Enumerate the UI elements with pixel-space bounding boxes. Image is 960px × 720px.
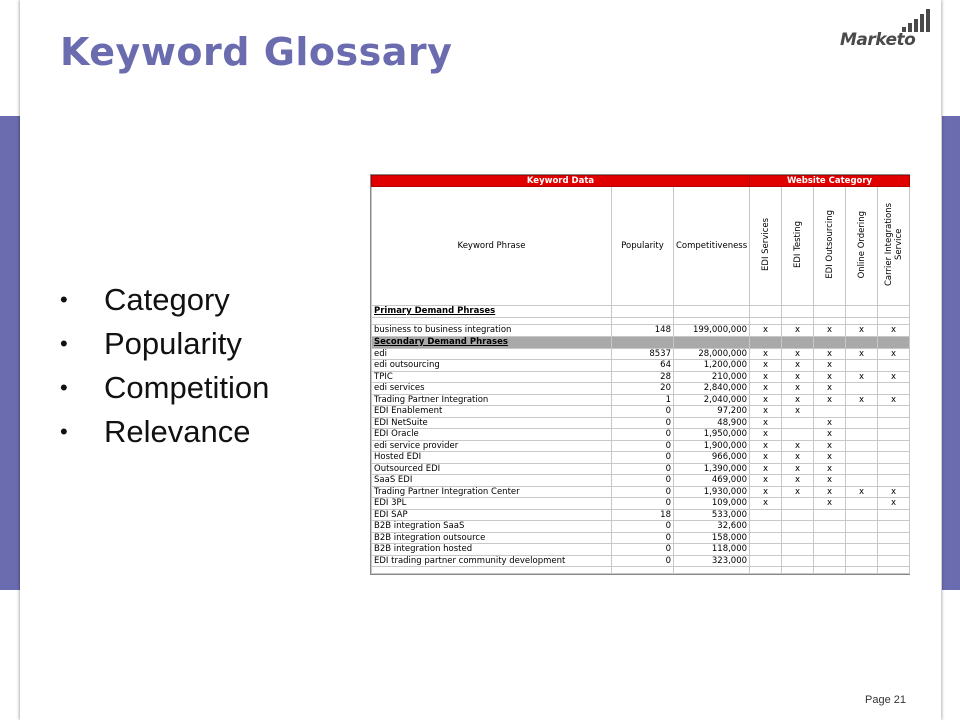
bullet-item bbox=[58, 278, 269, 322]
phrase-cell: business to business integration bbox=[372, 325, 612, 337]
table-row bbox=[372, 475, 910, 487]
table-row bbox=[372, 544, 910, 556]
popularity-cell: 20 bbox=[612, 383, 674, 395]
left-accent-bar bbox=[0, 116, 20, 590]
category-mark-cell: x bbox=[814, 475, 846, 487]
category-mark-cell: x bbox=[750, 406, 782, 418]
popularity-cell: 8537 bbox=[612, 348, 674, 360]
spacer-cell bbox=[846, 318, 878, 325]
category-mark-cell: x bbox=[782, 371, 814, 383]
category-mark-cell: x bbox=[750, 429, 782, 441]
competitiveness-cell: 28,000,000 bbox=[674, 348, 750, 360]
category-mark-cell: x bbox=[814, 440, 846, 452]
category-mark-cell: x bbox=[814, 360, 846, 372]
group-header-row bbox=[372, 176, 910, 187]
keyword-table-body bbox=[372, 306, 910, 574]
category-mark-cell: x bbox=[846, 325, 878, 337]
category-mark-cell bbox=[878, 475, 910, 487]
category-mark-cell bbox=[878, 417, 910, 429]
section-cell bbox=[674, 306, 750, 318]
category-mark-cell bbox=[814, 509, 846, 521]
competitiveness-header: Competitiveness bbox=[674, 187, 750, 306]
category-mark-cell bbox=[846, 383, 878, 395]
category-mark-cell bbox=[846, 544, 878, 556]
table-row bbox=[372, 348, 910, 360]
category-mark-cell: x bbox=[782, 360, 814, 372]
phrase-cell: EDI 3PL bbox=[372, 498, 612, 510]
competitiveness-cell: 118,000 bbox=[674, 544, 750, 556]
section-cell bbox=[674, 336, 750, 348]
phrase-cell: Trading Partner Integration bbox=[372, 394, 612, 406]
competitiveness-cell: 469,000 bbox=[674, 475, 750, 487]
competitiveness-cell: 48,900 bbox=[674, 417, 750, 429]
spacer-cell bbox=[814, 567, 846, 574]
category-mark-cell bbox=[846, 429, 878, 441]
keyword-data-table bbox=[370, 174, 910, 575]
competitiveness-cell: 97,200 bbox=[674, 406, 750, 418]
phrase-cell: edi bbox=[372, 348, 612, 360]
category-mark-cell: x bbox=[814, 383, 846, 395]
phrase-cell: Trading Partner Integration Center bbox=[372, 486, 612, 498]
category-mark-cell: x bbox=[846, 371, 878, 383]
phrase-cell: Hosted EDI bbox=[372, 452, 612, 464]
popularity-cell: 0 bbox=[612, 417, 674, 429]
category-mark-cell: x bbox=[750, 394, 782, 406]
popularity-cell: 0 bbox=[612, 463, 674, 475]
spacer-cell bbox=[814, 318, 846, 325]
logo-text: Marketo bbox=[840, 30, 916, 50]
category-mark-cell: x bbox=[750, 348, 782, 360]
phrase-cell: SaaS EDI bbox=[372, 475, 612, 487]
category-mark-cell: x bbox=[750, 360, 782, 372]
phrase-cell: TPIC bbox=[372, 371, 612, 383]
section-cell bbox=[846, 336, 878, 348]
popularity-cell: 18 bbox=[612, 509, 674, 521]
popularity-cell: 0 bbox=[612, 544, 674, 556]
section-cell bbox=[612, 306, 674, 318]
table-row bbox=[372, 463, 910, 475]
category-label: Online Ordering bbox=[856, 210, 867, 278]
category-mark-cell: x bbox=[782, 383, 814, 395]
category-mark-cell: x bbox=[782, 325, 814, 337]
section-cell bbox=[750, 336, 782, 348]
phrase-cell: B2B integration hosted bbox=[372, 544, 612, 556]
spacer-cell bbox=[674, 318, 750, 325]
spacer-cell bbox=[674, 567, 750, 574]
marketo-logo bbox=[838, 8, 934, 50]
popularity-cell: 0 bbox=[612, 532, 674, 544]
table-row bbox=[372, 406, 910, 418]
competitiveness-cell: 2,840,000 bbox=[674, 383, 750, 395]
phrase-cell: EDI NetSuite bbox=[372, 417, 612, 429]
competitiveness-cell: 158,000 bbox=[674, 532, 750, 544]
section-cell bbox=[782, 306, 814, 318]
category-mark-cell: x bbox=[878, 498, 910, 510]
phrase-cell: B2B integration outsource bbox=[372, 532, 612, 544]
section-cell bbox=[750, 306, 782, 318]
popularity-cell: 64 bbox=[612, 360, 674, 372]
category-mark-cell bbox=[846, 440, 878, 452]
competitiveness-cell: 323,000 bbox=[674, 555, 750, 567]
popularity-cell: 28 bbox=[612, 371, 674, 383]
category-header bbox=[846, 187, 878, 306]
category-mark-cell: x bbox=[814, 486, 846, 498]
category-mark-cell bbox=[878, 440, 910, 452]
category-mark-cell: x bbox=[846, 486, 878, 498]
category-mark-cell bbox=[782, 521, 814, 533]
bullet-item bbox=[58, 366, 269, 410]
competitiveness-cell: 210,000 bbox=[674, 371, 750, 383]
category-mark-cell bbox=[846, 475, 878, 487]
table-row bbox=[372, 532, 910, 544]
bullet-text: Relevance bbox=[104, 414, 251, 449]
right-accent-bar bbox=[942, 116, 960, 590]
category-mark-cell bbox=[782, 429, 814, 441]
category-mark-cell bbox=[846, 498, 878, 510]
spacer-cell bbox=[782, 318, 814, 325]
category-mark-cell: x bbox=[878, 348, 910, 360]
bullet-text: Popularity bbox=[104, 326, 242, 361]
category-mark-cell bbox=[750, 509, 782, 521]
section-cell bbox=[782, 336, 814, 348]
section-cell bbox=[878, 336, 910, 348]
popularity-cell: 0 bbox=[612, 555, 674, 567]
table-row bbox=[372, 394, 910, 406]
slide-title: Keyword Glossary bbox=[60, 30, 453, 74]
category-mark-cell: x bbox=[782, 475, 814, 487]
competitiveness-cell: 109,000 bbox=[674, 498, 750, 510]
phrase-cell: edi services bbox=[372, 383, 612, 395]
category-mark-cell bbox=[846, 521, 878, 533]
bullet-dot: • bbox=[60, 419, 68, 444]
phrase-cell: EDI SAP bbox=[372, 509, 612, 521]
popularity-cell: 0 bbox=[612, 521, 674, 533]
popularity-cell: 148 bbox=[612, 325, 674, 337]
category-mark-cell bbox=[750, 544, 782, 556]
phrase-cell: B2B integration SaaS bbox=[372, 521, 612, 533]
phrase-cell: edi service provider bbox=[372, 440, 612, 452]
category-mark-cell: x bbox=[878, 371, 910, 383]
column-header-row bbox=[372, 187, 910, 306]
website-category-header: Website Category bbox=[750, 176, 910, 187]
category-mark-cell bbox=[814, 544, 846, 556]
table-row bbox=[372, 555, 910, 567]
category-mark-cell: x bbox=[750, 498, 782, 510]
phrase-cell: EDI Enablement bbox=[372, 406, 612, 418]
category-mark-cell bbox=[878, 463, 910, 475]
category-header bbox=[782, 187, 814, 306]
category-header bbox=[814, 187, 846, 306]
popularity-header: Popularity bbox=[612, 187, 674, 306]
category-mark-cell: x bbox=[878, 394, 910, 406]
category-mark-cell bbox=[846, 452, 878, 464]
category-mark-cell bbox=[846, 532, 878, 544]
category-mark-cell bbox=[878, 406, 910, 418]
competitiveness-cell: 533,000 bbox=[674, 509, 750, 521]
category-mark-cell bbox=[846, 406, 878, 418]
category-mark-cell: x bbox=[814, 498, 846, 510]
category-mark-cell bbox=[782, 509, 814, 521]
category-mark-cell: x bbox=[782, 463, 814, 475]
phrase-cell: EDI trading partner community development bbox=[372, 555, 612, 567]
table-row bbox=[372, 440, 910, 452]
section-title: Primary Demand Phrases bbox=[372, 306, 612, 318]
category-mark-cell bbox=[782, 498, 814, 510]
category-mark-cell: x bbox=[782, 486, 814, 498]
bullet-text: Category bbox=[104, 282, 230, 317]
category-mark-cell bbox=[878, 452, 910, 464]
bullet-list bbox=[58, 278, 269, 454]
spacer-cell bbox=[750, 318, 782, 325]
page-number: Page 21 bbox=[865, 694, 906, 706]
category-mark-cell bbox=[814, 555, 846, 567]
spacer-cell bbox=[878, 567, 910, 574]
category-mark-cell bbox=[750, 555, 782, 567]
table-row bbox=[372, 360, 910, 372]
competitiveness-cell: 2,040,000 bbox=[674, 394, 750, 406]
category-mark-cell bbox=[846, 509, 878, 521]
category-label: EDI Outsourcing bbox=[824, 209, 835, 279]
category-mark-cell bbox=[814, 532, 846, 544]
popularity-cell: 0 bbox=[612, 452, 674, 464]
category-mark-cell bbox=[750, 521, 782, 533]
table-row bbox=[372, 429, 910, 441]
section-cell bbox=[846, 306, 878, 318]
table-row bbox=[372, 383, 910, 395]
category-mark-cell: x bbox=[782, 440, 814, 452]
section-header-row bbox=[372, 336, 910, 348]
category-mark-cell: x bbox=[814, 452, 846, 464]
popularity-cell: 0 bbox=[612, 440, 674, 452]
category-label: EDI Services bbox=[760, 217, 771, 271]
section-cell bbox=[814, 336, 846, 348]
category-mark-cell: x bbox=[782, 394, 814, 406]
competitiveness-cell: 32,600 bbox=[674, 521, 750, 533]
category-mark-cell: x bbox=[814, 463, 846, 475]
category-mark-cell bbox=[782, 555, 814, 567]
popularity-cell: 0 bbox=[612, 406, 674, 418]
category-mark-cell bbox=[878, 360, 910, 372]
table-row bbox=[372, 417, 910, 429]
competitiveness-cell: 1,390,000 bbox=[674, 463, 750, 475]
category-mark-cell: x bbox=[782, 348, 814, 360]
popularity-cell: 0 bbox=[612, 475, 674, 487]
category-mark-cell: x bbox=[750, 475, 782, 487]
section-header-row bbox=[372, 306, 910, 318]
bullet-item bbox=[58, 322, 269, 366]
popularity-cell: 1 bbox=[612, 394, 674, 406]
category-mark-cell: x bbox=[814, 417, 846, 429]
category-mark-cell: x bbox=[782, 406, 814, 418]
category-mark-cell bbox=[878, 555, 910, 567]
category-mark-cell: x bbox=[782, 452, 814, 464]
category-mark-cell: x bbox=[750, 417, 782, 429]
table-row bbox=[372, 521, 910, 533]
spacer-cell bbox=[612, 567, 674, 574]
category-mark-cell: x bbox=[814, 429, 846, 441]
table-row bbox=[372, 452, 910, 464]
category-mark-cell bbox=[878, 521, 910, 533]
category-mark-cell: x bbox=[750, 383, 782, 395]
bullet-item bbox=[58, 410, 269, 454]
table-row bbox=[372, 509, 910, 521]
competitiveness-cell: 1,200,000 bbox=[674, 360, 750, 372]
category-header bbox=[878, 187, 910, 306]
keyword-data-header: Keyword Data bbox=[372, 176, 750, 187]
category-mark-cell: x bbox=[750, 325, 782, 337]
spacer-cell bbox=[782, 567, 814, 574]
spacer-cell bbox=[372, 318, 612, 325]
bullet-text: Competition bbox=[104, 370, 270, 405]
bullet-dot: • bbox=[60, 331, 68, 356]
category-mark-cell bbox=[878, 383, 910, 395]
category-mark-cell: x bbox=[750, 486, 782, 498]
bullet-dot: • bbox=[60, 375, 68, 400]
category-mark-cell bbox=[782, 544, 814, 556]
category-mark-cell: x bbox=[878, 325, 910, 337]
spacer-cell bbox=[372, 567, 612, 574]
category-mark-cell bbox=[878, 532, 910, 544]
category-mark-cell: x bbox=[878, 486, 910, 498]
category-mark-cell bbox=[846, 463, 878, 475]
signal-bars-icon bbox=[902, 8, 932, 32]
table-row bbox=[372, 371, 910, 383]
category-mark-cell bbox=[814, 521, 846, 533]
spacer-cell bbox=[750, 567, 782, 574]
phrase-cell: Outsourced EDI bbox=[372, 463, 612, 475]
category-mark-cell bbox=[846, 555, 878, 567]
category-label: Carrier Integrations Service bbox=[883, 202, 904, 286]
category-mark-cell: x bbox=[814, 325, 846, 337]
category-label: EDI Testing bbox=[792, 220, 803, 268]
category-mark-cell bbox=[782, 417, 814, 429]
phrase-cell: edi outsourcing bbox=[372, 360, 612, 372]
spacer-cell bbox=[878, 318, 910, 325]
bullet-dot: • bbox=[60, 287, 68, 312]
category-mark-cell bbox=[846, 360, 878, 372]
category-mark-cell bbox=[750, 532, 782, 544]
phrase-cell: EDI Oracle bbox=[372, 429, 612, 441]
spacer-cell bbox=[846, 567, 878, 574]
popularity-cell: 0 bbox=[612, 498, 674, 510]
category-header bbox=[750, 187, 782, 306]
popularity-cell: 0 bbox=[612, 429, 674, 441]
spacer-row bbox=[372, 567, 910, 574]
competitiveness-cell: 1,930,000 bbox=[674, 486, 750, 498]
table-row bbox=[372, 325, 910, 337]
table-row bbox=[372, 486, 910, 498]
category-mark-cell bbox=[846, 417, 878, 429]
category-mark-cell: x bbox=[750, 452, 782, 464]
section-title: Secondary Demand Phrases bbox=[372, 336, 612, 348]
section-cell bbox=[612, 336, 674, 348]
section-cell bbox=[814, 306, 846, 318]
keyword-phrase-header: Keyword Phrase bbox=[372, 187, 612, 306]
category-mark-cell: x bbox=[846, 348, 878, 360]
category-mark-cell: x bbox=[814, 371, 846, 383]
category-mark-cell: x bbox=[750, 440, 782, 452]
category-mark-cell: x bbox=[750, 371, 782, 383]
section-cell bbox=[878, 306, 910, 318]
category-mark-cell: x bbox=[814, 394, 846, 406]
category-mark-cell: x bbox=[814, 348, 846, 360]
category-mark-cell: x bbox=[846, 394, 878, 406]
spacer-row bbox=[372, 318, 910, 325]
category-mark-cell bbox=[878, 509, 910, 521]
category-mark-cell bbox=[878, 429, 910, 441]
table-row bbox=[372, 498, 910, 510]
competitiveness-cell: 966,000 bbox=[674, 452, 750, 464]
category-mark-cell: x bbox=[750, 463, 782, 475]
competitiveness-cell: 1,900,000 bbox=[674, 440, 750, 452]
popularity-cell: 0 bbox=[612, 486, 674, 498]
competitiveness-cell: 199,000,000 bbox=[674, 325, 750, 337]
spacer-cell bbox=[612, 318, 674, 325]
category-mark-cell bbox=[814, 406, 846, 418]
category-mark-cell bbox=[878, 544, 910, 556]
competitiveness-cell: 1,950,000 bbox=[674, 429, 750, 441]
category-mark-cell bbox=[782, 532, 814, 544]
